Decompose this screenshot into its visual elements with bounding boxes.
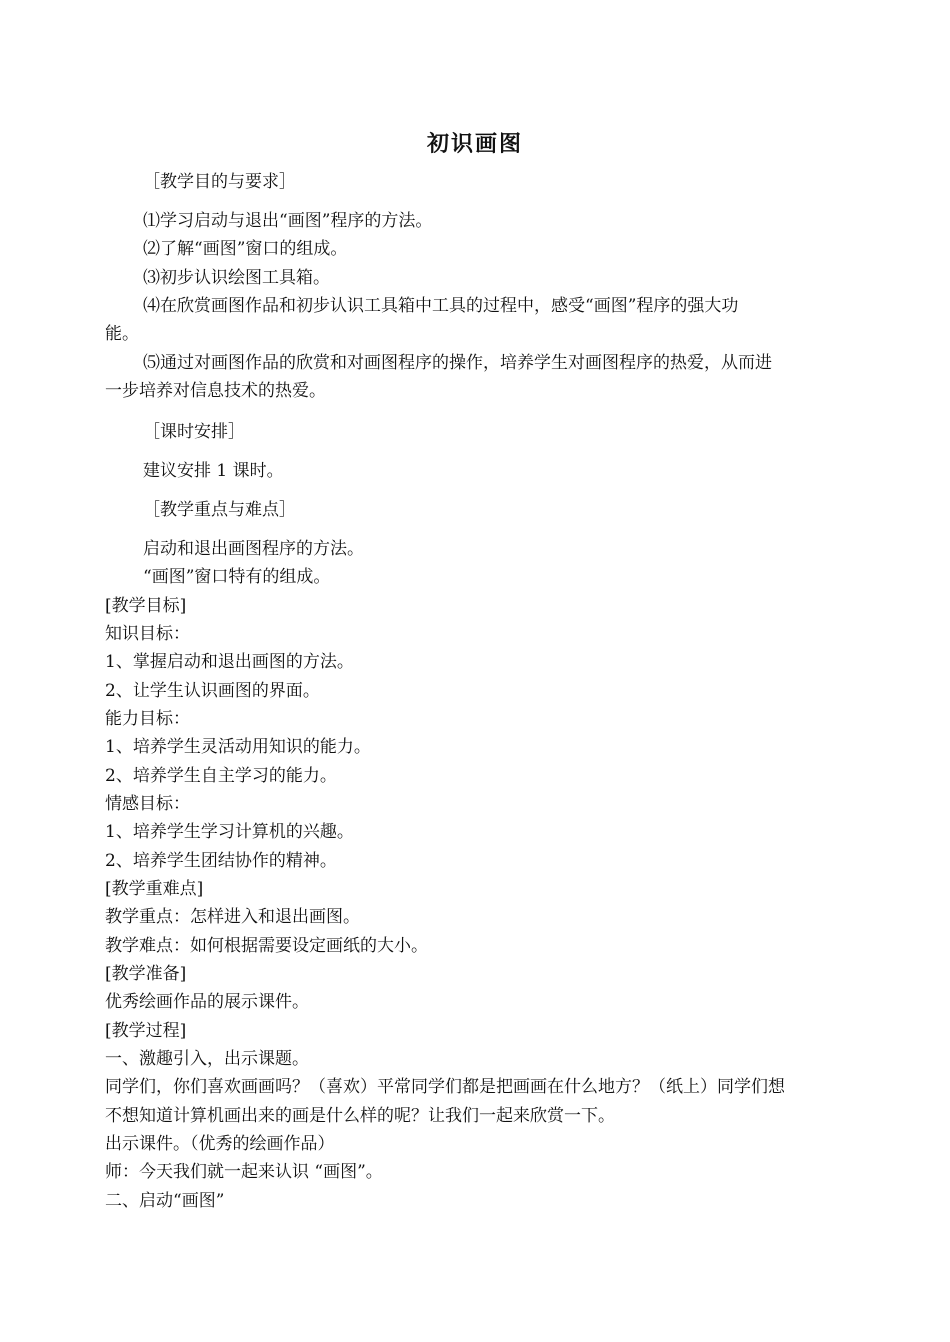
process-text: 出示课件。（优秀的绘画作品） xyxy=(105,1134,335,1154)
goal-item-continued: 能。 xyxy=(105,324,139,344)
process-step: 二、启动“画图” xyxy=(105,1191,225,1211)
document-title: 初识画图 xyxy=(426,132,523,157)
objective-item: 1、掌握启动和退出画图的方法。 xyxy=(105,652,354,672)
objective-item: 1、培养学生学习计算机的兴趣。 xyxy=(105,822,354,842)
objective-item: 2、培养学生团结协作的精神。 xyxy=(105,851,337,871)
section-heading-objectives: [教学目标] xyxy=(105,596,187,616)
goal-item: ⑷在欣赏画图作品和初步认识工具箱中工具的过程中，感受“画图”程序的强大功 xyxy=(143,296,739,316)
goal-item: ⑸通过对画图作品的欣赏和对画图程序的操作，培养学生对画图程序的热爱，从而进 xyxy=(143,353,772,373)
goal-item: ⑶初步认识绘图工具箱。 xyxy=(143,268,330,288)
key-item: 启动和退出画图程序的方法。 xyxy=(143,539,364,559)
difficulty-item: 教学重点：怎样进入和退出画图。 xyxy=(105,907,360,927)
objective-subheading: 知识目标： xyxy=(105,624,190,644)
section-heading-difficulty: [教学重难点] xyxy=(105,879,204,899)
objective-subheading: 情感目标： xyxy=(105,794,190,814)
objective-item: 2、培养学生自主学习的能力。 xyxy=(105,766,337,786)
process-paragraph: 同学们，你们喜欢画画吗？（喜欢）平常同学们都是把画画在什么地方？（纸上）同学们想 xyxy=(105,1077,785,1097)
time-text: 建议安排 1 课时。 xyxy=(143,461,284,481)
objective-item: 2、让学生认识画图的界面。 xyxy=(105,681,320,701)
key-item: “画图”窗口特有的组成。 xyxy=(143,567,331,587)
goal-item: ⑵了解“画图”窗口的组成。 xyxy=(143,239,348,259)
prep-text: 优秀绘画作品的展示课件。 xyxy=(105,992,309,1012)
objective-subheading: 能力目标： xyxy=(105,709,190,729)
process-paragraph-continued: 不想知道计算机画出来的画是什么样的呢？让我们一起来欣赏一下。 xyxy=(105,1106,615,1126)
section-heading-goals: ［教学目的与要求］ xyxy=(143,172,296,192)
process-step: 一、激趣引入，出示课题。 xyxy=(105,1049,309,1069)
section-heading-time: ［课时安排］ xyxy=(143,422,245,442)
objective-item: 1、培养学生灵活动用知识的能力。 xyxy=(105,737,371,757)
section-heading-process: [教学过程] xyxy=(105,1021,187,1041)
section-heading-prep: [教学准备] xyxy=(105,964,187,984)
section-heading-key: ［教学重点与难点］ xyxy=(143,500,296,520)
goal-item-continued: 一步培养对信息技术的热爱。 xyxy=(105,381,326,401)
difficulty-item: 教学难点：如何根据需要设定画纸的大小。 xyxy=(105,936,428,956)
process-text: 师：今天我们就一起来认识 “画图”。 xyxy=(105,1162,383,1182)
goal-item: ⑴学习启动与退出“画图”程序的方法。 xyxy=(143,211,433,231)
